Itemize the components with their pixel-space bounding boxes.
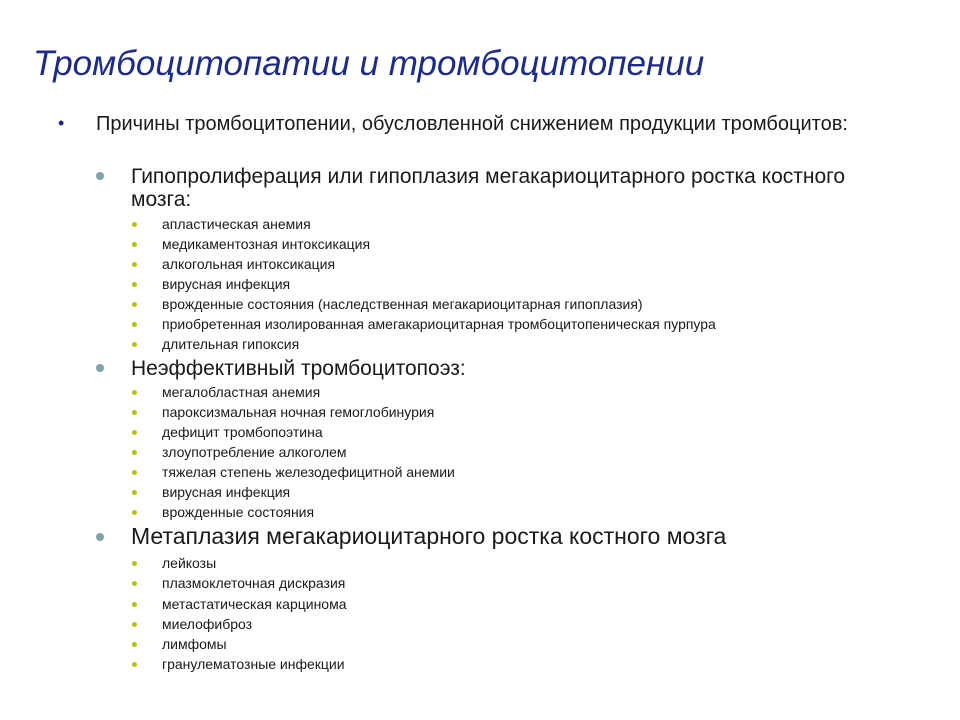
level3-bullet [132,322,137,327]
list-item: злоупотребление алкоголем [162,444,347,460]
group-heading-ineffective: Неэффективный тромбоцитопоэз: [131,357,466,380]
level3-bullet [132,561,137,566]
level3-bullet [132,510,137,515]
list-item: вирусная инфекция [162,484,291,500]
level3-bullet [132,282,137,287]
level3-bullet [132,302,137,307]
list-item: апластическая анемия [162,216,311,232]
list-item: лимфомы [162,636,227,652]
level3-bullet [132,602,137,607]
level3-bullet [132,470,137,475]
level3-bullet [132,390,137,395]
slide-title: Тромбоцитопатии и тромбоцитопении [33,44,705,83]
level3-bullet [132,410,137,415]
list-item: мегалобластная анемия [162,384,321,400]
main-point-text: Причины тромбоцитопении, обусловленной снижением продукции тромбоцитов: [96,113,848,135]
list-item: вирусная инфекция [162,276,291,292]
list-item: миелофиброз [162,616,253,632]
list-item: алкогольная интоксикация [162,256,336,272]
list-item: лейкозы [162,555,217,571]
list-item: дефицит тромбопоэтина [162,424,323,440]
level3-bullet [132,222,137,227]
level2-bullet [96,172,104,180]
level3-bullet [132,581,137,586]
list-item: врожденные состояния (наследственная мегакариоцитарная гипоплазия) [162,296,643,312]
level1-bullet: • [58,113,65,133]
list-item: метастатическая карцинома [162,596,347,612]
list-item: пароксизмальная ночная гемоглобинурия [162,404,435,420]
list-item: медикаментозная интоксикация [162,236,371,252]
group-heading-metaplasia: Метаплазия мегакариоцитарного ростка костного мозга [131,523,727,549]
level3-bullet [132,242,137,247]
list-item: гранулематозные инфекции [162,656,345,672]
level3-bullet [132,262,137,267]
list-item: тяжелая степень железодефицитной анемии [162,464,455,480]
level3-bullet [132,490,137,495]
level3-bullet [132,342,137,347]
level3-bullet [132,662,137,667]
level3-bullet [132,642,137,647]
list-item: плазмоклеточная дискразия [162,575,346,591]
level2-bullet [96,364,104,372]
list-item: приобретенная изолированная амегакариоцитарная тромбоцитопеническая пурпура [162,316,716,332]
level3-bullet [132,450,137,455]
group-heading-hypoproliferation: Гипопролиферация или гипоплазия мегакариоцитарного ростка костного мозга: [131,165,846,211]
list-item: врожденные состояния [162,504,315,520]
list-item: длительная гипоксия [162,336,300,352]
level2-bullet [96,533,104,541]
level3-bullet [132,430,137,435]
level3-bullet [132,622,137,627]
